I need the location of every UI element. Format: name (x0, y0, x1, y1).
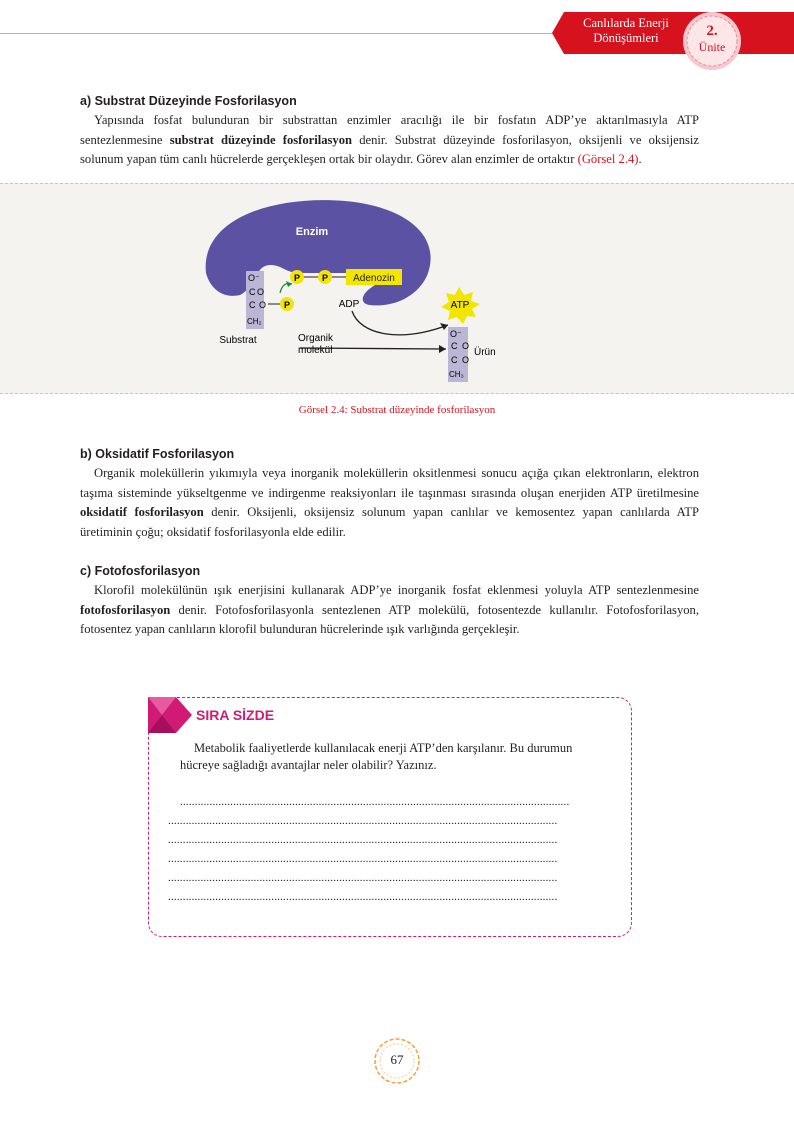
substrate-phosphorylation-diagram (0, 183, 794, 392)
figure-caption: Görsel 2.4: Substrat düzeyinde fosforilasyon (298, 404, 496, 416)
section-a-text-2: denir. Substrat düzeyinde fosforilasyon, oksijenli ve oksijensiz solunum yapan tüm canlı hücrelerde gerçekleşen ortak bir olaydır. Görev alan enzimler de ortaktır (80, 132, 699, 166)
organic-label-2: molekül (298, 345, 333, 356)
phosphate-2-label: P (321, 273, 329, 283)
product-o-minus: O⁻ (450, 329, 462, 339)
phosphate-1-label: P (293, 273, 301, 283)
section-a-term: substrat düzeyinde fosforilasyon (169, 132, 353, 147)
atp-label: ATP (450, 300, 470, 311)
phosphate-3-label: P (283, 300, 291, 310)
section-a-end: . (638, 152, 642, 166)
answer-line-5[interactable]: .................................................................................................................................... (168, 872, 558, 884)
section-b-heading: b) Oksidatif Fosforilasyon (80, 447, 235, 461)
answer-line-1[interactable]: .................................................................................................................................... (180, 796, 570, 808)
substrate-c2: C (249, 300, 256, 310)
header-rule (0, 33, 560, 34)
figure-reference: (Görsel 2.4) (577, 152, 639, 166)
chapter-title (566, 16, 686, 46)
chapter-title-line1: Canlılarda Enerji (583, 16, 669, 30)
chapter-title-line2: Dönüşümleri (593, 31, 659, 45)
activity-title: SIRA SİZDE (196, 707, 275, 723)
section-a-heading: a) Substrat Düzeyinde Fosforilasyon (80, 94, 297, 108)
substrate-label: Substrat (219, 335, 257, 346)
product-c1: C (451, 341, 458, 351)
product-label: Ürün (474, 347, 496, 358)
section-b-text-1: Organik moleküllerin yıkımıyla veya inorganik moleküllerin oksitlenmesi sonucu açığa çıkan elektronların, elektron taşıma sisteminde yükseltgenme ve indirgenme reaksiyonları ile taşınması sırasında oluşan enerjiden ATP üretilmesine (80, 466, 699, 500)
section-a-paragraph (80, 111, 699, 170)
section-c-heading: c) Fotofosforilasyon (80, 564, 201, 578)
section-c-text-1: Klorofil molekülünün ışık enerjisini kullanarak ADP’ye inorganik fosfat eklenmesi yoluyla ATP sentezlenmesine (94, 583, 699, 597)
organic-label-1: Organik (298, 333, 334, 344)
unit-number: 2. (706, 23, 718, 39)
adp-label: ADP (338, 299, 360, 310)
section-a-text-1: Yapısında fosfat bulunduran bir substrattan enzimler aracılığı ile bir fosfatın ADP’ye aktarılmasıyla ATP sentezlenmesine (80, 113, 699, 147)
product-c2: C (451, 355, 458, 365)
enzyme-shape (206, 200, 431, 305)
unit-label: Ünite (698, 40, 726, 54)
section-c-term: fotofosforilasyon (80, 602, 171, 617)
substrate-ch2: CH₂ (247, 317, 262, 326)
section-c-paragraph (80, 581, 699, 640)
section-b-text-2: denir. Oksijenli, oksijensiz solunum yapan canlılar ve kemosentez yapan canlılarda ATP üretiminin çoğu; oksidatif fosforilasyonla elde edilir. (80, 505, 699, 539)
substrate-o-minus: O⁻ (248, 273, 260, 283)
adenosine-label: Adenozin (353, 273, 395, 284)
answer-line-6[interactable]: .................................................................................................................................... (168, 891, 558, 903)
activity-tag-icon (148, 697, 192, 733)
activity-prompt: Metabolik faaliyetlerde kullanılacak enerji ATP’den karşılanır. Bu durumun hücreye sağladığı avantajlar neler olabilir? Yazınız. (180, 741, 573, 772)
substrate-o1: O (257, 287, 265, 297)
substrate-o2: O (259, 300, 267, 310)
section-c-text-2: denir. Fotofosforilasyonla sentezlenen ATP molekülü, fotosentezde kullanılır. Fotofosforilasyon, fotosentez yapan canlıların klorofil bulunduran hücrelerinde ışık varlığında gerçekleşir. (80, 602, 699, 636)
answer-line-2[interactable]: .................................................................................................................................... (168, 815, 558, 827)
enzyme-label: Enzim (295, 226, 329, 238)
page-number: 67 (390, 1052, 404, 1067)
section-b-paragraph (80, 464, 699, 542)
section-b-term: oksidatif fosforilasyon (80, 505, 204, 519)
answer-line-3[interactable]: .................................................................................................................................... (168, 834, 558, 846)
product-ch3: CH₃ (449, 370, 464, 379)
product-o2: O (462, 355, 470, 365)
answer-line-4[interactable]: .................................................................................................................................... (168, 853, 558, 865)
product-o1: O (462, 341, 470, 351)
substrate-c1: C (249, 287, 256, 297)
